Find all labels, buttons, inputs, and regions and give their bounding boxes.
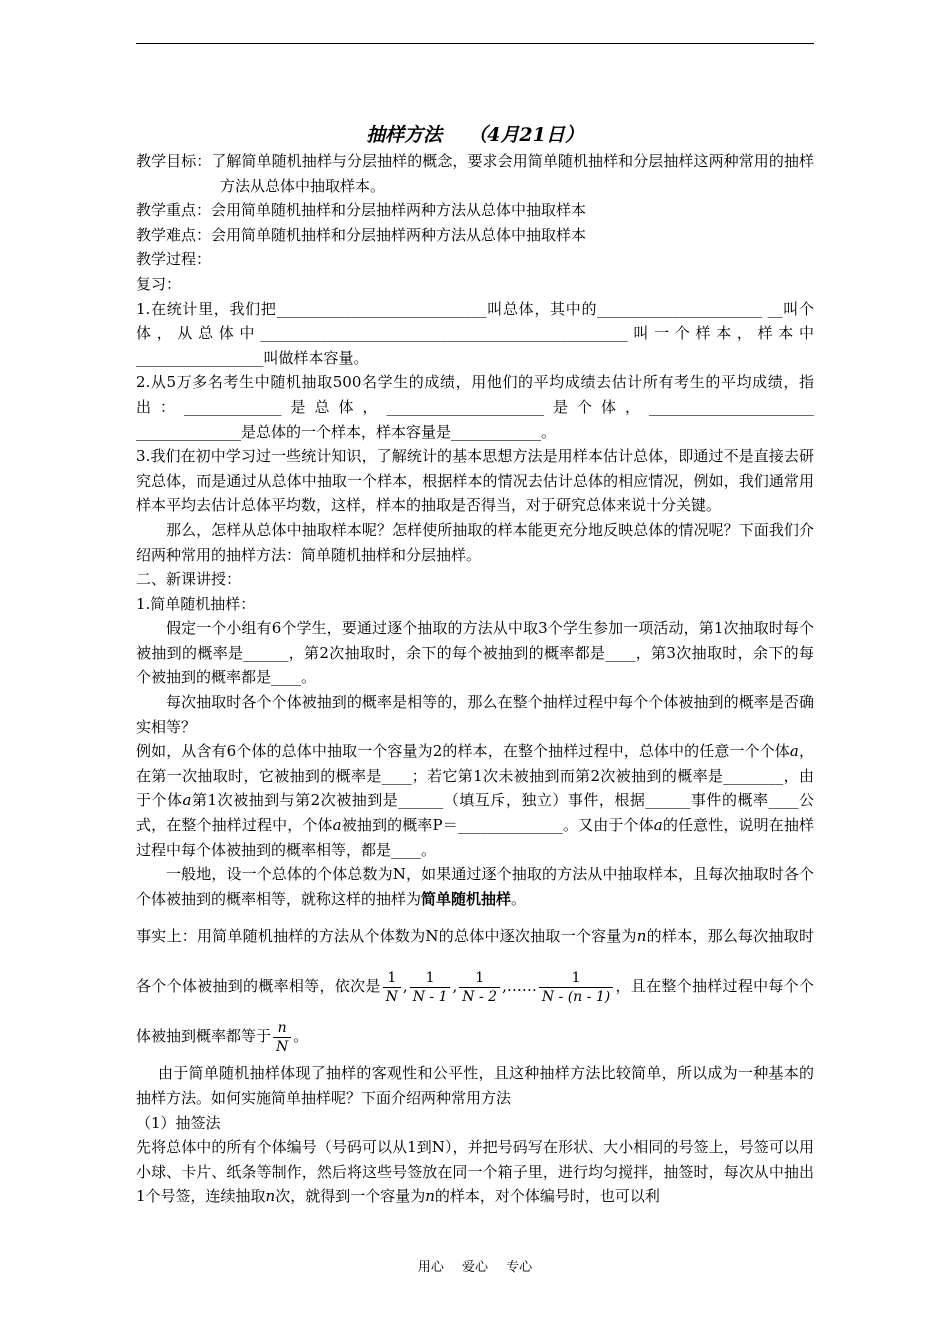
paragraph-fairness: 由于简单随机抽样体现了抽样的客观性和公平性，且这种抽样方法比较简单，所以成为一种基本的抽样方法。如何实施简单抽样呢？下面介绍两种常用方法 — [136, 1064, 814, 1107]
review-question-1: 1.在统计里，我们把____________________________叫总体，其中的______________________ __叫个体，从总体中_________________________________________________叫一个样本，样本中_________________叫做样本容量。 — [136, 299, 814, 367]
paragraph-example-sample-size-two: 例如，从含有6个体的总体中抽取一个容量为2的样本，在整个抽样过程中，总体中的任意一个个体a，在第一次抽取时，它被抽到的概率是____；若它第1次未被抽到而第2次被抽到的概率是________，由于个体a第1次被抽到与第2次被抽到是______（填互斥，独立）事件，根据______事件的概率____公式，在整个抽样过程中，个体a被抽到的概率P＝______________。又由于个体a的任意性，说明在抽样过程中每个体被抽到的概率相等，都是____。 — [136, 742, 814, 859]
review-heading: 复习： — [136, 274, 182, 293]
paragraph-example-six-students: 假定一个小组有6个学生，要通过逐个抽取的方法从中取3个学生参加一项活动，第1次抽取时每个被抽到的概率是______，第2次抽取时，余下的每个被抽到的概率都是____，第3次抽取时，余下的每个被抽到的概率都是____。 — [136, 619, 814, 687]
fraction-1-over-N: $\frac{1}{N}$ — [383, 969, 401, 1006]
page-title: 抽样方法 （4月21日） — [366, 124, 584, 146]
paragraph-equal-probability-question: 每次抽取时各个个体被抽到的概率是相等的，那么在整个抽样过程中每个个体被抽到的概率是否确实相等？ — [136, 693, 814, 736]
defined-term: 简单随机抽样 — [421, 889, 512, 908]
teaching-difficulty: 教学难点：会用简单随机抽样和分层抽样两种方法从总体中抽取样本 — [136, 225, 587, 244]
review-question-3: 3.我们在初中学习过一些统计知识，了解统计的基本思想方法是用样本估计总体，即通过不是直接去研究总体，而是通过从总体中抽取一个样本，根据样本的情况去估计总体的相应情况，例如，我们通常用样本平均去估计总体平均数，这样，样本的抽取是否得当，对于研究总体来说十分关键。 — [136, 447, 814, 515]
fraction-1-over-N-minus-2: $\frac{1}{N - 2}$ — [459, 969, 500, 1006]
teaching-key-point: 教学重点：会用简单随机抽样和分层抽样两种方法从总体中抽取样本 — [136, 201, 587, 220]
teaching-objective: 教学目标：了解简单随机抽样与分层抽样的概念，要求会用简单随机抽样和分层抽样这两种常用的抽样方法从总体中抽取样本。 — [136, 152, 814, 195]
paragraph-probability-sequence: 事实上：用简单随机抽样的方法从个体数为N的总体中逐次抽取一个容量为n的样本，那么每次抽取时各个个体被抽到的概率相等，依次是 $\frac{1}{N}$ , $\frac{1}{N - 1}$ , $\frac{1}{N - 2}$ ,…… $\frac{1}{N - (n - 1)}$ ，且在整个抽样过程中每个个体被抽到概率都等于 $\frac{n}{N}$ 。 — [136, 927, 814, 1055]
subsection-simple-random-sampling: 1.简单随机抽样： — [136, 594, 256, 613]
review-question-3-followup: 那么，怎样从总体中抽取样本呢？怎样使所抽取的样本能更充分地反映总体的情况呢？下面我们介绍两种常用的抽样方法：简单随机抽样和分层抽样。 — [136, 520, 814, 564]
method-lottery-heading: （1）抽签法 — [136, 1113, 221, 1132]
teaching-process-heading: 教学过程： — [136, 250, 212, 269]
fraction-1-over-N-minus-n-minus-1: $\frac{1}{N - (n - 1)}$ — [539, 969, 613, 1006]
fraction-n-over-N: $\frac{n}{N}$ — [273, 1019, 291, 1056]
header-rule — [136, 43, 814, 44]
page-footer: 用心 爱心 专心 — [417, 1260, 533, 1275]
document-body — [136, 121, 814, 1209]
section-heading-new-lesson: 二、新课讲授： — [136, 570, 242, 589]
paragraph-definition: 一般地，设一个总体的个体总数为N，如果通过逐个抽取的方法从中抽取样本，且每次抽取时各个个体被抽到的概率相等，就称这样的抽样为简单随机抽样。 — [136, 865, 814, 908]
review-question-2: 2.从5万多名考生中随机抽取500名学生的成绩，用他们的平均成绩去估计所有考生的平均成绩，指出：_____________是总体，_____________________是个体，______________________ ______________是总体的一个样本，样本容量是____________。 — [136, 373, 814, 441]
paragraph-lottery-method: 先将总体中的所有个体编号（号码可以从1到N），并把号码写在形状、大小相同的号签上，号签可以用小球、卡片、纸条等制作，然后将这些号签放在同一个箱子里，进行均匀搅拌，抽签时，每次从中抽出1个号签，连续抽取n次，就得到一个容量为n的样本，对个体编号时，也可以利 — [136, 1138, 814, 1206]
fraction-1-over-N-minus-1: $\frac{1}{N - 1}$ — [410, 969, 451, 1006]
